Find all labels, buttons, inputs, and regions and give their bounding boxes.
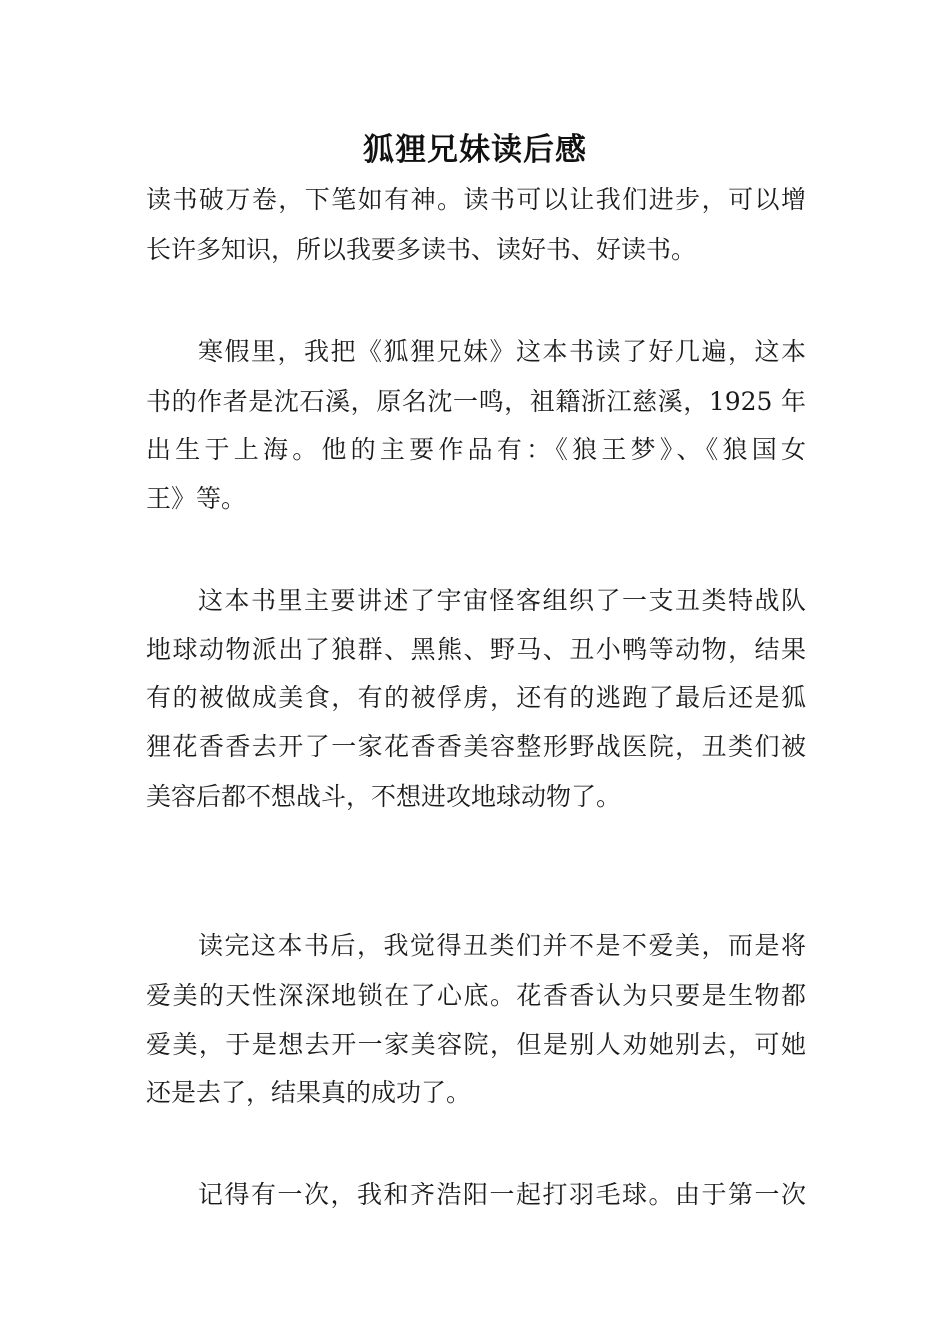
paragraph-4-line-4: 还是去了，结果真的成功了。 <box>146 1078 472 1107</box>
document-title: 狐狸兄妹读后感 <box>363 132 587 168</box>
paragraph-4-line-2: 爱美的天性深深地锁在了心底。花香香认为只要是生物都 <box>146 981 806 1010</box>
paragraph-2-line-1: 寒假里，我把《狐狸兄妹》这本书读了好几遍，这本 <box>198 337 806 366</box>
paragraph-4-line-1: 读完这本书后，我觉得丑类们并不是不爱美，而是将 <box>198 931 806 960</box>
paragraph-4-line-3: 爱美，于是想去开一家美容院，但是别人劝她别去，可她 <box>146 1030 806 1059</box>
paragraph-3-line-2: 地球动物派出了狼群、黑熊、野马、丑小鸭等动物，结果 <box>146 635 806 664</box>
paragraph-3-line-4: 狸花香香去开了一家花香香美容整形野战医院，丑类们被 <box>146 732 806 761</box>
paragraph-2-line-3: 出生于上海。他的主要作品有：《狼王梦》、《狼国女 <box>146 435 806 464</box>
paragraph-2-line-4: 王》等。 <box>146 484 247 513</box>
paragraph-2-line-2: 书的作者是沈石溪，原名沈一鸣，祖籍浙江慈溪，1925 年 <box>146 387 806 416</box>
paragraph-3-line-5: 美容后都不想战斗，不想进攻地球动物了。 <box>146 782 622 811</box>
paragraph-5-line-1: 记得有一次，我和齐浩阳一起打羽毛球。由于第一次 <box>198 1180 806 1209</box>
paragraph-1-line-1: 读书破万卷，下笔如有神。读书可以让我们进步，可以增 <box>146 185 806 214</box>
paragraph-3-line-3: 有的被做成美食，有的被俘虏，还有的逃跑了最后还是狐 <box>146 683 806 712</box>
paragraph-1-line-2: 长许多知识，所以我要多读书、读好书、好读书。 <box>146 235 697 264</box>
paragraph-3-line-1: 这本书里主要讲述了宇宙怪客组织了一支丑类特战队 <box>198 586 806 615</box>
